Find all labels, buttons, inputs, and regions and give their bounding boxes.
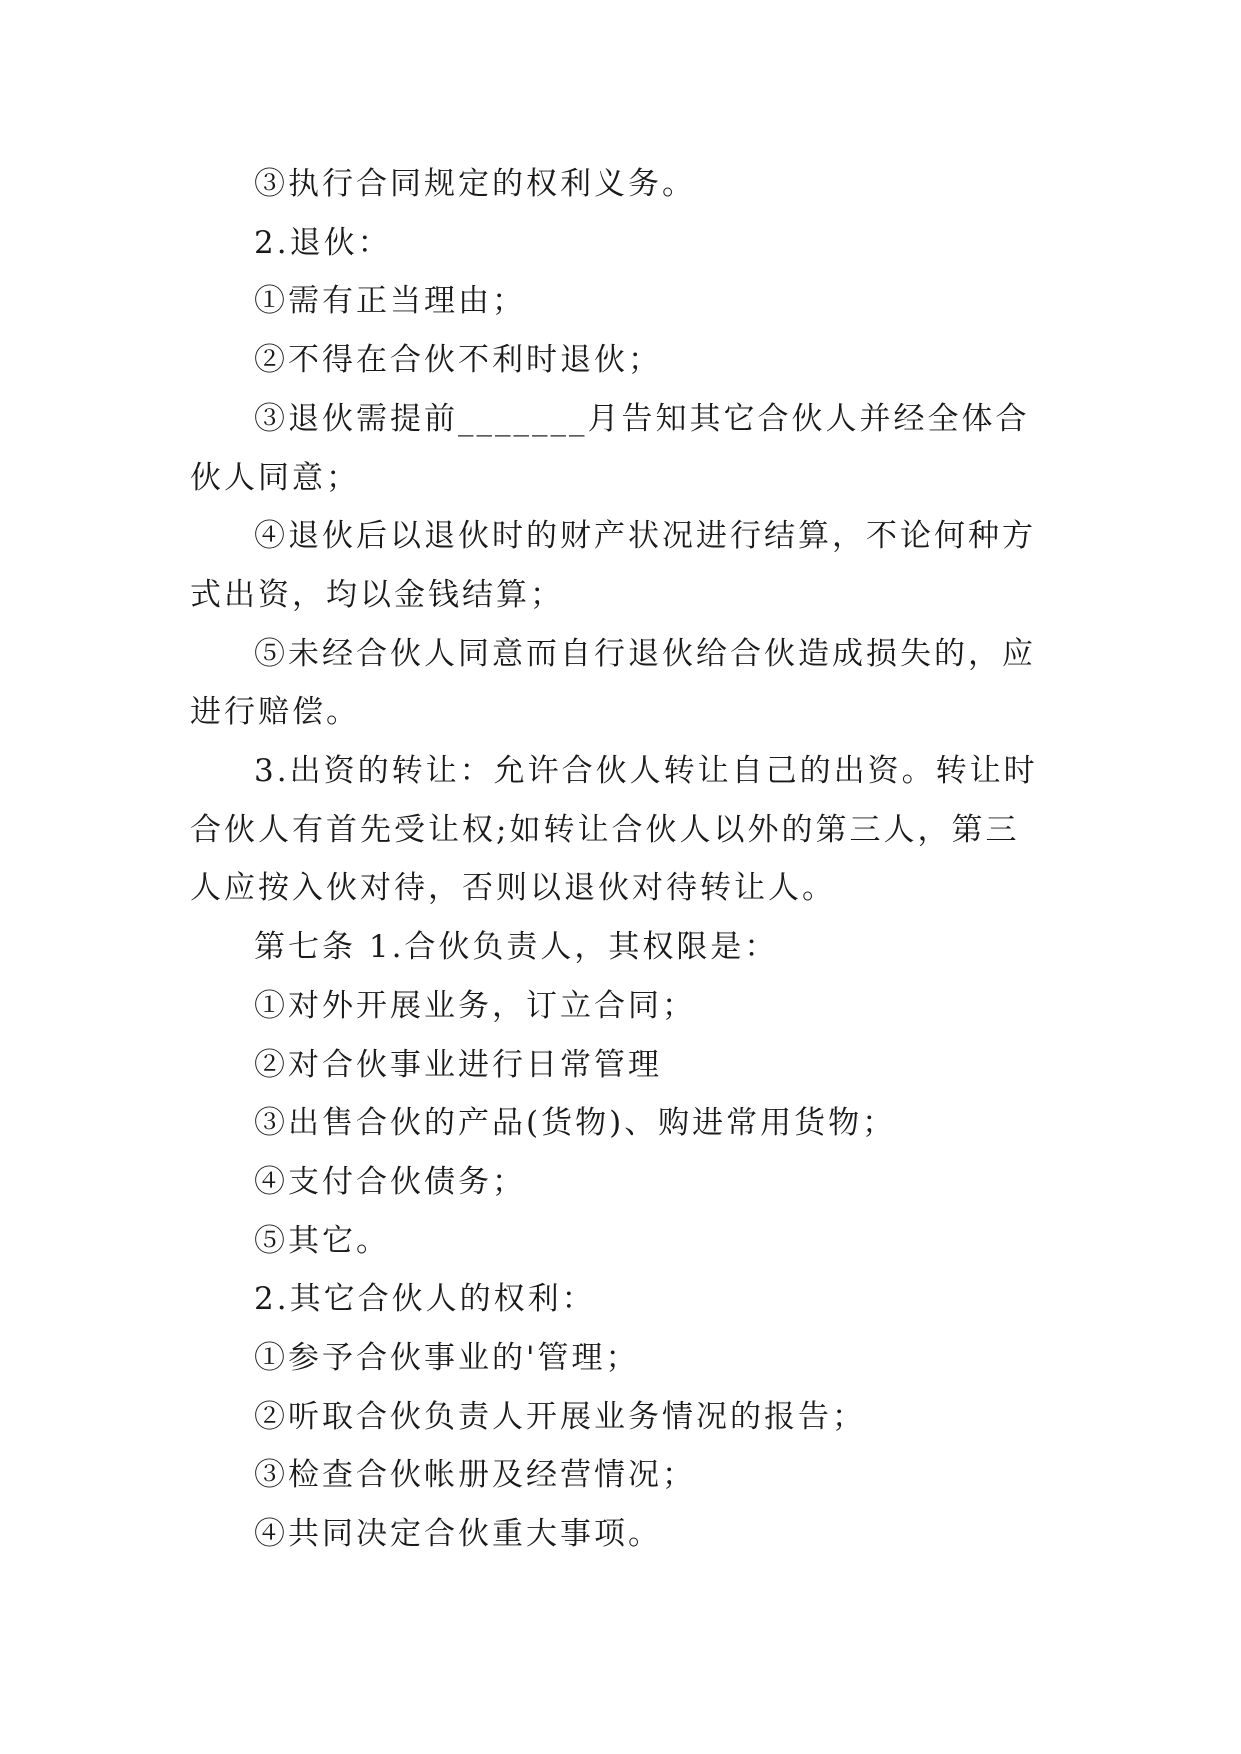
paragraph-7: ⑤未经合伙人同意而自行退伙给合伙造成损失的，应进行赔偿。 xyxy=(190,635,1036,731)
paragraph-4: ②不得在合伙不利时退伙； xyxy=(254,342,662,379)
paragraph-5: ③退伙需提前_______月告知其它合伙人并经全体合伙人同意； xyxy=(190,400,1030,496)
paragraph-12: ③出售合伙的产品(货物)、购进常用货物； xyxy=(254,1105,897,1142)
paragraph-14: ⑤其它。 xyxy=(254,1222,390,1259)
paragraph-1: ③执行合同规定的权利义务。 xyxy=(254,166,696,202)
paragraph-11: ②对合伙事业进行日常管理 xyxy=(254,1046,662,1083)
document-body xyxy=(190,155,1050,1564)
paragraph-10: ①对外开展业务，订立合同； xyxy=(254,987,696,1024)
paragraph-18: ③检查合伙帐册及经营情况； xyxy=(254,1457,696,1494)
paragraph-17: ②听取合伙负责人开展业务情况的报告； xyxy=(254,1398,866,1435)
paragraph-2: 2.退伙： xyxy=(254,224,392,261)
paragraph-15: 2.其它合伙人的权利： xyxy=(254,1281,596,1318)
paragraph-9: 第七条 1.合伙负责人，其权限是： xyxy=(254,929,779,966)
paragraph-19: ④共同决定合伙重大事项。 xyxy=(254,1516,662,1553)
paragraph-3: ①需有正当理由； xyxy=(254,283,526,320)
paragraph-16: ①参予合伙事业的'管理； xyxy=(254,1340,640,1377)
paragraph-8: 3.出资的转让：允许合伙人转让自己的出资。转让时合伙人有首先受让权;如转让合伙人以外的第三人，第三人应按入伙对待，否则以退伙对待转让人。 xyxy=(190,753,1038,907)
paragraph-6: ④退伙后以退伙时的财产状况进行结算，不论何种方式出资，均以金钱结算； xyxy=(190,518,1036,613)
paragraph-13: ④支付合伙债务； xyxy=(254,1163,526,1200)
